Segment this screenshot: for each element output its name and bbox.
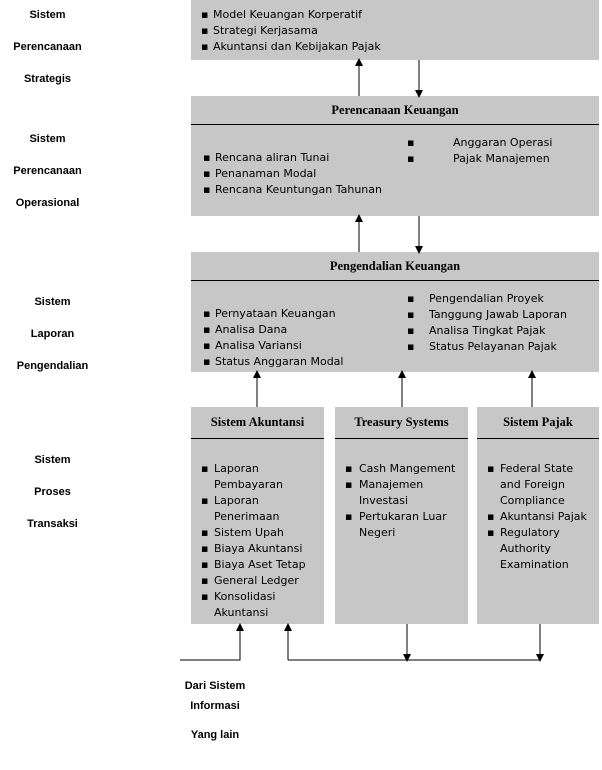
list-item: ▪ Regulatory Authority Examination: [477, 525, 595, 573]
list-item: ▪ Status Anggaran Modal: [193, 354, 343, 370]
list-item: ▪ Status Pelayanan Pajak: [397, 339, 567, 355]
list-item: ▪ Biaya Akuntansi: [191, 541, 316, 557]
list-item: ▪ Model Keuangan Korperatif: [191, 7, 381, 23]
list-item: ▪ Rencana aliran Tunai: [193, 150, 382, 166]
level-label-line: Perencanaan: [13, 41, 82, 53]
input-connector: [180, 627, 240, 660]
list-item: ▪ General Ledger: [191, 573, 316, 589]
list-item: ▪ Pengendalian Proyek: [397, 291, 567, 307]
box-title: Perencanaan Keuangan: [191, 96, 599, 125]
list-item: ▪ Analisa Variansi: [193, 338, 343, 354]
list-item: ▪ Tanggung Jawab Laporan: [397, 307, 567, 323]
list-item: ▪ Manajemen Investasi: [335, 477, 463, 509]
list-item: ▪ Laporan Pembayaran: [191, 461, 316, 493]
list-item: ▪ Laporan Penerimaan: [191, 493, 316, 525]
level-label-line: Perencanaan: [13, 165, 82, 177]
box-title: Pengendalian Keuangan: [191, 252, 599, 281]
list-item: ▪ Pernyataan Keuangan: [193, 306, 343, 322]
list-item: ▪ Pertukaran Luar Negeri: [335, 509, 463, 541]
list-item: ▪ Konsolidasi Akuntansi: [191, 589, 316, 621]
box-title: Sistem Pajak: [477, 407, 599, 439]
level-label-line: Proses: [34, 486, 71, 498]
level-label-line: Transaksi: [27, 518, 78, 530]
list-item: ▪ Penanaman Modal: [193, 166, 382, 182]
label-line: Dari Sistem: [184, 680, 246, 692]
other-systems-label: [170, 679, 260, 748]
list-item: ▪ Anggaran Operasi: [397, 135, 552, 151]
level-label-line: Pengendalian: [16, 360, 89, 372]
label-line: Yang lain: [190, 729, 240, 741]
list-item: ▪ Akuntansi dan Kebijakan Pajak: [191, 39, 381, 55]
list-item: ▪ Analisa Dana: [193, 322, 343, 338]
box-title: Treasury Systems: [335, 407, 468, 439]
list-item: ▪ Akuntansi Pajak: [477, 509, 595, 525]
list-item: ▪ Cash Mangement: [335, 461, 463, 477]
level-label-line: Strategis: [23, 73, 72, 85]
label-line: Informasi: [190, 700, 240, 712]
list-item: ▪ Rencana Keuntungan Tahunan: [193, 182, 382, 198]
list-item: ▪ Pajak Manajemen: [397, 151, 552, 167]
list-item: ▪ Sistem Upah: [191, 525, 316, 541]
level-label-line: Sistem: [29, 133, 66, 145]
level-label-line: Operasional: [15, 197, 80, 209]
list-item: ▪ Strategi Kerjasama: [191, 23, 381, 39]
level-label-line: Sistem: [34, 296, 71, 308]
level-label-line: Laporan: [30, 328, 75, 340]
level-label-line: Sistem: [34, 454, 71, 466]
level-label-line: Sistem: [29, 9, 66, 21]
list-item: ▪ Federal State and Foreign Compliance: [477, 461, 595, 509]
list-item: ▪ Biaya Aset Tetap: [191, 557, 316, 573]
box-title: Sistem Akuntansi: [191, 407, 324, 439]
list-item: ▪ Analisa Tingkat Pajak: [397, 323, 567, 339]
